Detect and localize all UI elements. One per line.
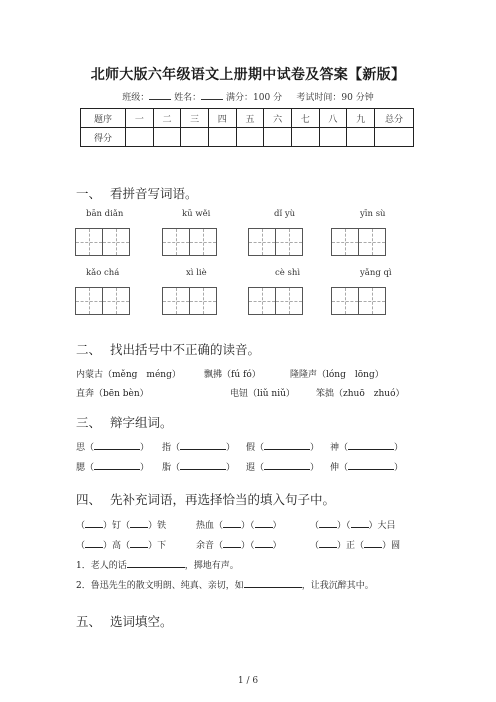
score-cell[interactable]	[236, 128, 264, 147]
word-group-item: 脂（ ）	[162, 460, 235, 473]
class-label: 班级：	[122, 93, 150, 103]
name-blank[interactable]	[201, 90, 223, 100]
word-group-item: 假（ ）	[246, 440, 319, 453]
score-row-label: 得分	[81, 128, 126, 147]
word-group-item: 思（ ）	[76, 440, 149, 453]
reading-item: 隆隆声（lóng lōng）	[290, 370, 384, 380]
writing-grid[interactable]	[331, 287, 385, 315]
fill-sentence: 1．老人的话 ，掷地有声。	[76, 558, 239, 571]
writing-grid[interactable]	[162, 228, 216, 256]
score-table-header	[81, 109, 414, 128]
writing-grid[interactable]	[75, 287, 129, 315]
name-label: 姓名：	[174, 93, 202, 103]
score-cell[interactable]	[208, 128, 236, 147]
score-header-cell: 一	[126, 109, 154, 128]
score-cell[interactable]	[181, 128, 209, 147]
score-header-cell: 九	[347, 109, 375, 128]
score-cell[interactable]	[347, 128, 375, 147]
reading-item: 直奔（bēn bèn）	[76, 389, 149, 399]
writing-grid[interactable]	[248, 287, 302, 315]
reading-item: 飘拂（fú fó）	[204, 370, 261, 380]
idiom-item: （ ）（ ）大吕	[310, 518, 396, 531]
writing-grid[interactable]	[162, 287, 216, 315]
section-2-heading: 二、 找出括号中不正确的读音。	[76, 342, 261, 357]
score-cell[interactable]	[153, 128, 181, 147]
score-header-cell: 三	[181, 109, 209, 128]
exam-meta	[0, 90, 496, 103]
pinyin-label: bān diǎn	[86, 209, 124, 219]
score-table-row	[81, 128, 414, 147]
pinyin-label: cè shì	[275, 268, 301, 278]
pinyin-label: xì liè	[186, 268, 207, 278]
class-blank[interactable]	[149, 90, 171, 100]
score-header-cell: 总分	[375, 109, 414, 128]
page-title: 北师大版六年级语文上册期中试卷及答案【新版】	[90, 67, 406, 83]
idiom-item: （ ）正（ ）圆	[310, 538, 400, 551]
score-table	[80, 108, 414, 147]
fill-sentence: 2．鲁迅先生的散文明朗、纯真、亲切，如 ，让我沉醉其中。	[76, 578, 374, 591]
score-cell[interactable]	[126, 128, 154, 147]
word-group-item: 神（ ）	[330, 440, 403, 453]
pinyin-label: yīn sù	[360, 209, 386, 219]
score-header-cell: 二	[153, 109, 181, 128]
word-group-item: 伸（ ）	[330, 460, 403, 473]
writing-grid[interactable]	[248, 228, 302, 256]
score-cell[interactable]	[319, 128, 347, 147]
pinyin-label: yǎng qì	[360, 268, 392, 278]
pinyin-label: kǎo chá	[86, 268, 120, 278]
score-header-cell: 七	[291, 109, 319, 128]
section-1-heading: 一、 看拼音写词语。	[76, 186, 198, 201]
score-header-cell: 六	[264, 109, 292, 128]
score-header-cell: 四	[208, 109, 236, 128]
idiom-item: 热血（ ）（ ）	[196, 518, 282, 531]
pinyin-label: kū wěi	[182, 209, 211, 219]
writing-grid[interactable]	[75, 228, 129, 256]
score-cell[interactable]	[375, 128, 414, 147]
page-number: 1 / 6	[237, 676, 259, 686]
idiom-item: （ ）高（ ）下	[76, 538, 166, 551]
score-header-cell: 八	[319, 109, 347, 128]
full-score: 满分：100 分	[226, 93, 283, 103]
word-group-item: 指（ ）	[162, 440, 235, 453]
reading-item: 笨拙（zhuō zhuó）	[316, 389, 405, 399]
word-group-item: 遐（ ）	[246, 460, 319, 473]
idiom-item: （ ）钉（ ）铁	[76, 518, 166, 531]
pinyin-label: dǐ yù	[274, 209, 296, 219]
section-4-heading: 四、 先补充词语，再选择恰当的填入句子中。	[76, 492, 336, 507]
reading-item: 内蒙古（měng méng）	[76, 370, 181, 380]
word-group-item: 腮（ ）	[76, 460, 149, 473]
score-cell[interactable]	[264, 128, 292, 147]
score-cell[interactable]	[291, 128, 319, 147]
exam-time: 考试时间：90 分钟	[296, 93, 374, 103]
score-header-cell: 题序	[81, 109, 126, 128]
score-header-cell: 五	[236, 109, 264, 128]
writing-grid[interactable]	[331, 228, 385, 256]
idiom-item: 余音（ ）（ ）	[196, 538, 282, 551]
section-5-heading: 五、 选词填空。	[76, 614, 173, 629]
reading-item: 电钮（liǔ niǔ）	[230, 389, 295, 399]
section-3-heading: 三、 辩字组词。	[76, 415, 173, 430]
